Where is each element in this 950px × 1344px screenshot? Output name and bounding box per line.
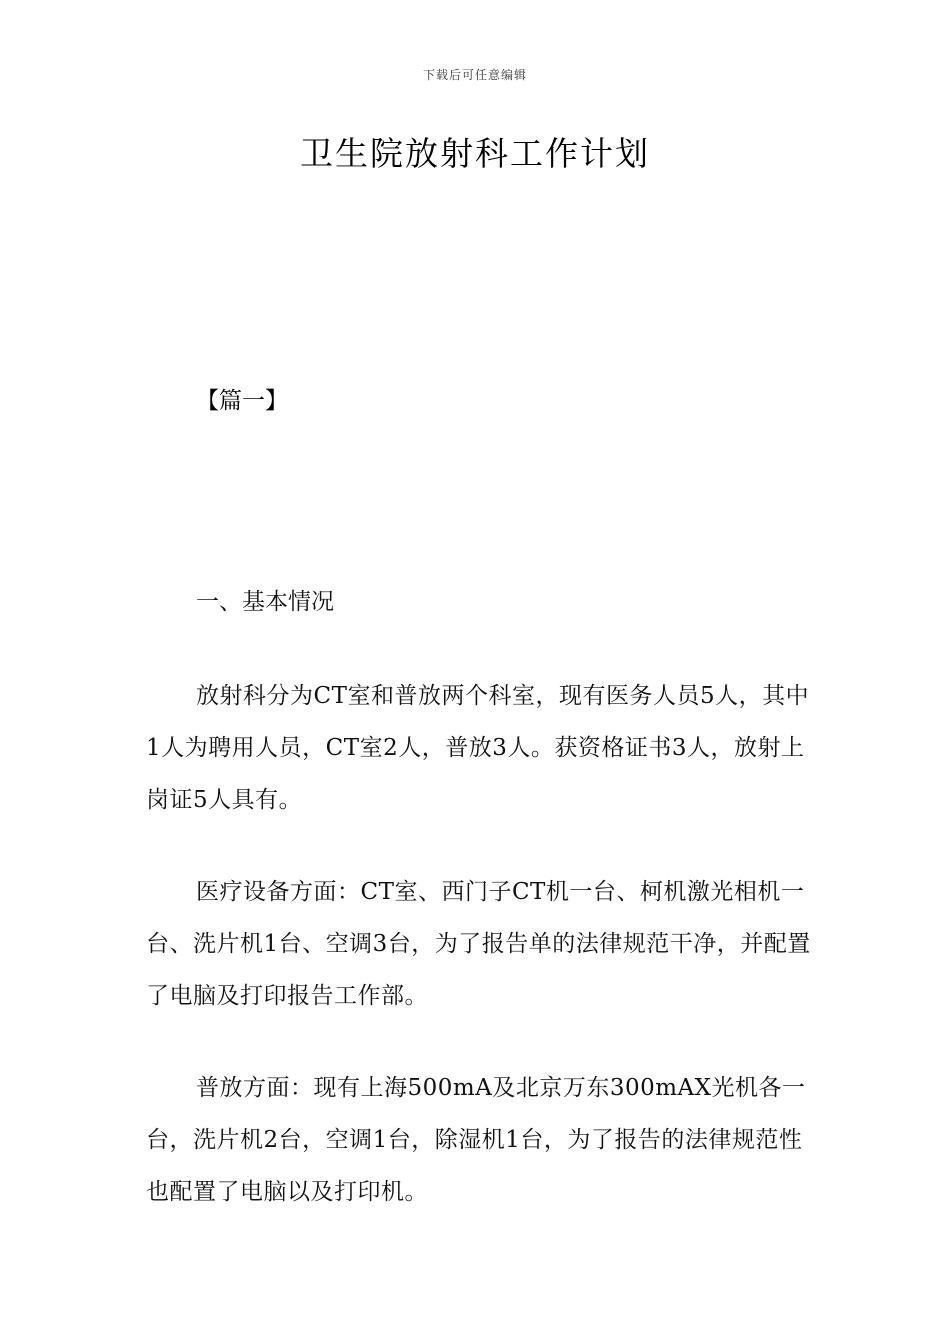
section-heading-basic-info: 一、基本情况 [196,589,334,615]
document-title: 卫生院放射科工作计划 [300,134,650,173]
section-tag: 【篇一】 [196,388,288,414]
header-note: 下载后可任意编辑 [422,68,527,82]
paragraph-general-radiology-equipment: 普放方面：现有上海500mA及北京万东300mAX光机各一台，洗片机2台，空调1台，除湿机1台，为了报告的法律规范性也配置了电脑以及打印机。 [146,1075,806,1205]
paragraph-staffing: 放射科分为CT室和普放两个科室，现有医务人员5人，其中1人为聘用人员，CT室2人，普放3人。获资格证书3人，放射上岗证5人具有。 [146,683,810,813]
paragraph-ct-equipment: 医疗设备方面：CT室、西门子CT机一台、柯机激光相机一台、洗片机1台、空调3台，为了报告单的法律规范干净，并配置了电脑及打印报告工作部。 [146,879,811,1009]
